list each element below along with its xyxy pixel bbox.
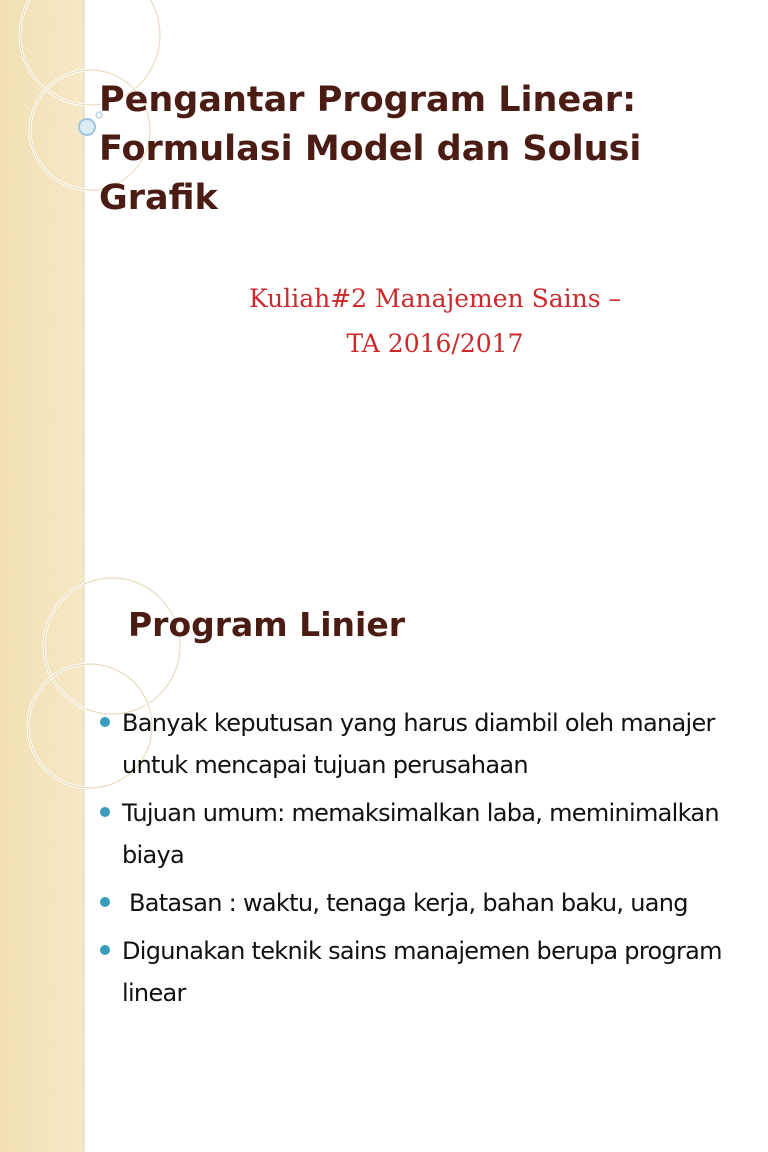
bullet-item xyxy=(100,792,750,876)
slide-subtitle xyxy=(150,276,720,366)
bullet-text: Tujuan umum: memaksimalkan laba, meminimalkan biaya xyxy=(122,799,719,869)
bullet-dot-icon xyxy=(100,945,110,955)
bullet-text: Banyak keputusan yang harus diambil oleh manajer untuk mencapai tujuan perusahaan xyxy=(122,709,715,779)
bullet-item xyxy=(100,702,750,786)
bullet-item xyxy=(100,882,750,924)
bullet-text: Batasan : waktu, tenaga kerja, bahan baku, uang xyxy=(122,889,688,917)
bullet-dot-icon xyxy=(100,897,110,907)
bullet-dot-icon xyxy=(100,717,110,727)
bullet-list xyxy=(100,702,750,1020)
bullet-text: Digunakan teknik sains manajemen berupa program linear xyxy=(122,937,722,1007)
bullet-item xyxy=(100,930,750,1014)
bullet-dot-icon xyxy=(100,807,110,817)
content-slide xyxy=(0,576,768,1152)
subtitle-line-1: Kuliah#2 Manajemen Sains – xyxy=(248,284,622,313)
slide-title: Program Linier xyxy=(128,605,405,644)
subtitle-line-2: TA 2016/2017 xyxy=(346,329,524,358)
slide-title: Pengantar Program Linear: Formulasi Model dan Solusi Grafik xyxy=(99,80,642,218)
